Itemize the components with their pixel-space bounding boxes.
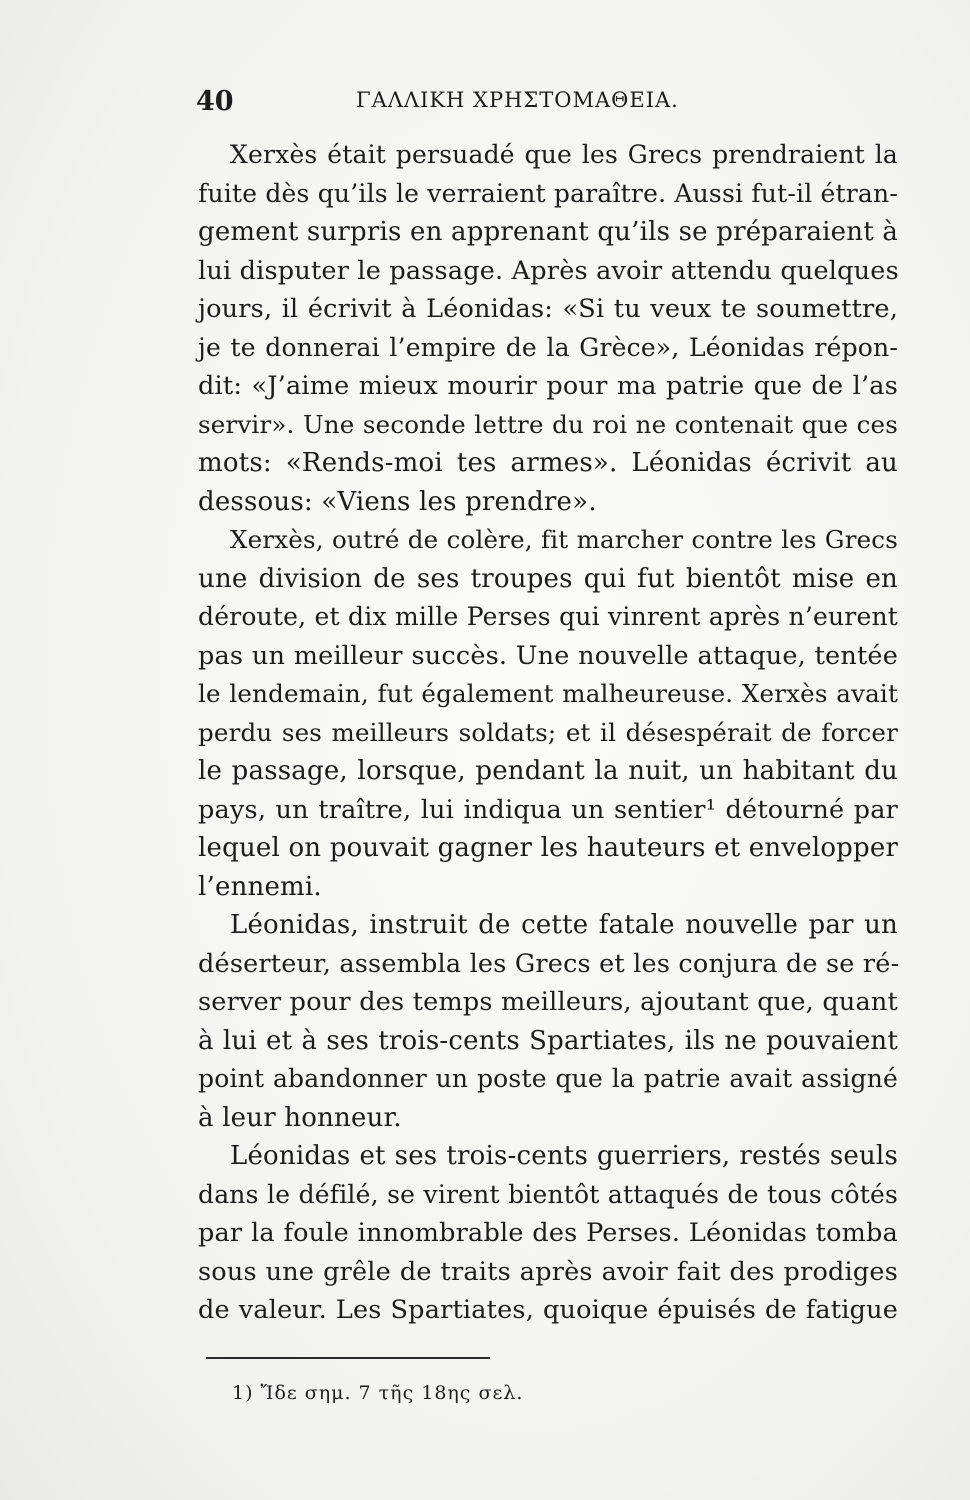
text-line: Léonidas et ses trois-cents guerriers, restés seuls [230, 1141, 898, 1171]
text-line: je te donnerai l’empire de la Grèce», Léonidas répon- [198, 332, 898, 362]
text-line: dans le défilé, se virent bientôt attaqués de tous côtés [198, 1179, 898, 1209]
text-line: déserteur, assembla les Grecs et les conjura de se ré- [198, 948, 900, 979]
text-line: une division de ses troupes qui fut bientôt mise en [198, 563, 898, 594]
text-line: Xerxès, outré de colère, fit marcher contre les Grecs [230, 525, 898, 554]
text-line: l’ennemi. [198, 871, 322, 902]
text-line: à leur honneur. [198, 1102, 402, 1133]
text-line: Xerxès était persuadé que les Grecs prendraient la [230, 140, 898, 169]
text-line: fuite dès qu’ils le verraient paraître. Aussi fut-il étran- [198, 178, 898, 208]
text-line: à lui et à ses trois-cents Spartiates, ils ne pouvaient [198, 1025, 898, 1056]
text-line: de valeur. Les Spartiates, quoique épuisés de fatigue [198, 1295, 898, 1325]
text-line: déroute, et dix mille Perses qui vinrent après n’eurent [198, 602, 898, 631]
text-line: gement surpris en apprenant qu’ils se préparaient à [198, 217, 899, 247]
page-header [196, 86, 896, 120]
page-number: 40 [196, 86, 234, 117]
body-text [198, 136, 898, 1330]
text-line: le lendemain, fut également malheureuse. Xerxès avait [198, 679, 898, 708]
text-line: dit: «J’aime mieux mourir pour ma patrie que de l’as [198, 371, 898, 401]
text-line: server pour des temps meilleurs, ajoutant que, quant [198, 987, 898, 1017]
text-line: perdu ses meilleurs soldats; et il désespérait de forcer [198, 717, 898, 747]
footnote: 1) Ἴδε σημ. 7 τῆς 18ης σελ. [232, 1382, 524, 1404]
text-line: lui disputer le passage. Après avoir attendu quelques [198, 255, 899, 286]
text-line: par la foule innombrable des Perses. Léonidas tomba [198, 1218, 898, 1248]
text-line: point abandonner un poste que la patrie avait assigné [198, 1064, 898, 1093]
text-line: sous une grêle de traits après avoir fait des prodiges [198, 1256, 898, 1287]
text-line: Léonidas, instruit de cette fatale nouvelle par un [230, 910, 898, 940]
text-line: servir». Une seconde lettre du roi ne contenait que ces [198, 409, 898, 439]
text-line: jours, il écrivit à Léonidas: «Si tu veux te soumettre, [198, 294, 898, 324]
text-line: le passage, lorsque, pendant la nuit, un habitant du [198, 756, 898, 786]
text-line: dessous: «Viens les prendre». [198, 486, 597, 517]
text-line: pays, un traître, lui indiqua un sentier¹ détourné par [198, 794, 898, 825]
running-title: ΓΑΛΛΙΚΗ ΧΡΗΣΤΟΜΑΘΕΙΑ. [356, 88, 679, 112]
footnote-rule [206, 1357, 490, 1359]
text-line: pas un meilleur succès. Une nouvelle attaque, tentée [198, 640, 898, 671]
text-line: lequel on pouvait gagner les hauteurs et envelopper [198, 833, 899, 863]
text-line: mots: «Rends-moi tes armes». Léonidas écrivit au [198, 448, 898, 478]
